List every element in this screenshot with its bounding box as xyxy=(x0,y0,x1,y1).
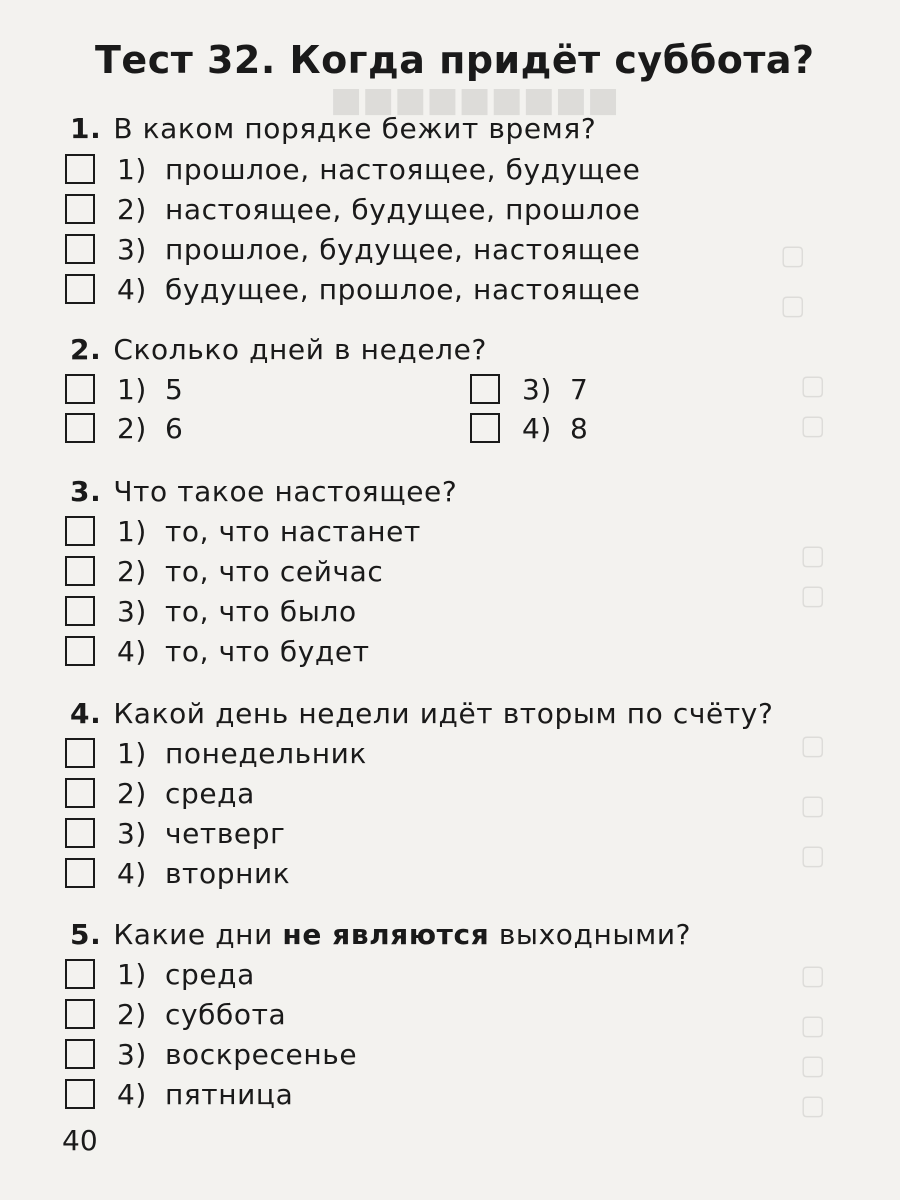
answer-option-4-2[interactable] xyxy=(65,776,255,810)
question-number: 5. xyxy=(70,918,102,951)
question-text-start: Какие дни xyxy=(113,918,273,951)
answer-checkbox[interactable] xyxy=(65,959,95,989)
answer-option-3-3[interactable] xyxy=(65,594,357,628)
option-number: 2) xyxy=(117,192,147,226)
question-number: 2. xyxy=(70,333,102,366)
answer-checkbox[interactable] xyxy=(65,778,95,808)
answer-option-1-1[interactable] xyxy=(65,152,640,186)
answer-option-1-3[interactable] xyxy=(65,232,640,266)
answer-checkbox[interactable] xyxy=(65,556,95,586)
option-text: 6 xyxy=(164,411,184,445)
answer-option-4-4[interactable] xyxy=(65,856,290,890)
option-number: 1) xyxy=(117,736,147,770)
option-text: то, что будет xyxy=(164,634,370,668)
answer-option-2-3[interactable] xyxy=(470,372,588,406)
question-5 xyxy=(70,918,691,951)
option-number: 4) xyxy=(117,856,147,890)
option-number: 4) xyxy=(522,411,552,445)
question-3 xyxy=(70,475,457,508)
question-text: Сколько дней в неделе? xyxy=(113,333,487,366)
option-number: 4) xyxy=(117,1077,147,1111)
answer-checkbox[interactable] xyxy=(65,194,95,224)
option-number: 2) xyxy=(117,776,147,810)
option-text: прошлое, настоящее, будущее xyxy=(164,152,641,186)
answer-option-3-2[interactable] xyxy=(65,554,383,588)
option-number: 2) xyxy=(117,554,147,588)
question-text-emphasis: не являются xyxy=(282,918,490,951)
answer-checkbox[interactable] xyxy=(65,858,95,888)
question-number: 4. xyxy=(70,697,102,730)
option-number: 2) xyxy=(117,411,147,445)
question-1 xyxy=(70,112,596,145)
question-4 xyxy=(70,697,773,730)
answer-option-3-1[interactable] xyxy=(65,514,421,548)
option-number: 3) xyxy=(522,372,552,406)
question-number: 1. xyxy=(70,112,102,145)
option-text: пятница xyxy=(164,1077,294,1111)
answer-checkbox[interactable] xyxy=(65,636,95,666)
answer-checkbox[interactable] xyxy=(65,374,95,404)
answer-checkbox[interactable] xyxy=(65,1039,95,1069)
answer-checkbox[interactable] xyxy=(65,274,95,304)
answer-checkbox[interactable] xyxy=(65,1079,95,1109)
option-number: 1) xyxy=(117,152,147,186)
option-text: среда xyxy=(164,957,255,991)
option-text: настоящее, будущее, прошлое xyxy=(164,192,641,226)
option-text: 5 xyxy=(164,372,184,406)
option-text: четверг xyxy=(164,816,286,850)
option-text: 8 xyxy=(569,411,589,445)
answer-checkbox[interactable] xyxy=(65,234,95,264)
answer-option-1-2[interactable] xyxy=(65,192,640,226)
answer-option-5-1[interactable] xyxy=(65,957,255,991)
question-text-end: выходными? xyxy=(498,918,692,951)
option-number: 1) xyxy=(117,514,147,548)
answer-option-2-4[interactable] xyxy=(470,411,588,445)
question-2 xyxy=(70,333,487,366)
question-text: Что такое настоящее? xyxy=(113,475,458,508)
answer-option-4-1[interactable] xyxy=(65,736,367,770)
answer-checkbox[interactable] xyxy=(470,374,500,404)
test-title: Тест 32. Когда придёт суббота? xyxy=(95,38,815,82)
option-number: 4) xyxy=(117,272,147,306)
answer-checkbox[interactable] xyxy=(65,413,95,443)
answer-option-2-2[interactable] xyxy=(65,411,183,445)
answer-option-5-2[interactable] xyxy=(65,997,286,1031)
answer-checkbox[interactable] xyxy=(65,738,95,768)
option-number: 3) xyxy=(117,594,147,628)
option-number: 1) xyxy=(117,957,147,991)
answer-checkbox[interactable] xyxy=(65,818,95,848)
answer-option-1-4[interactable] xyxy=(65,272,640,306)
option-number: 3) xyxy=(117,816,147,850)
option-text: то, что сейчас xyxy=(164,554,384,588)
answer-option-5-3[interactable] xyxy=(65,1037,357,1071)
question-number: 3. xyxy=(70,475,102,508)
answer-checkbox[interactable] xyxy=(65,596,95,626)
answer-option-5-4[interactable] xyxy=(65,1077,293,1111)
option-text: будущее, прошлое, настоящее xyxy=(164,272,641,306)
option-text: среда xyxy=(164,776,255,810)
option-number: 4) xyxy=(117,634,147,668)
answer-checkbox[interactable] xyxy=(65,999,95,1029)
option-text: 7 xyxy=(569,372,589,406)
option-text: то, что было xyxy=(164,594,357,628)
option-text: прошлое, будущее, настоящее xyxy=(164,232,641,266)
answer-option-4-3[interactable] xyxy=(65,816,285,850)
question-text: Какой день недели идёт вторым по счёту? xyxy=(113,697,774,730)
bleed-through-background: ■■■■■■■■■ ▢ ▢ ▢ ▢ ▢ ▢ ▢ ▢ ▢ ▢ ▢ ▢ ▢ xyxy=(330,80,826,1121)
question-text: В каком порядке бежит время? xyxy=(113,112,597,145)
option-text: воскресенье xyxy=(164,1037,358,1071)
option-text: то, что настанет xyxy=(164,514,421,548)
option-number: 2) xyxy=(117,997,147,1031)
option-number: 3) xyxy=(117,1037,147,1071)
answer-checkbox[interactable] xyxy=(65,516,95,546)
answer-option-3-4[interactable] xyxy=(65,634,370,668)
answer-checkbox[interactable] xyxy=(470,413,500,443)
answer-checkbox[interactable] xyxy=(65,154,95,184)
option-text: понедельник xyxy=(164,736,367,770)
option-number: 3) xyxy=(117,232,147,266)
option-number: 1) xyxy=(117,372,147,406)
page-number: 40 xyxy=(62,1124,98,1157)
answer-option-2-1[interactable] xyxy=(65,372,183,406)
option-text: вторник xyxy=(164,856,291,890)
option-text: суббота xyxy=(164,997,287,1031)
